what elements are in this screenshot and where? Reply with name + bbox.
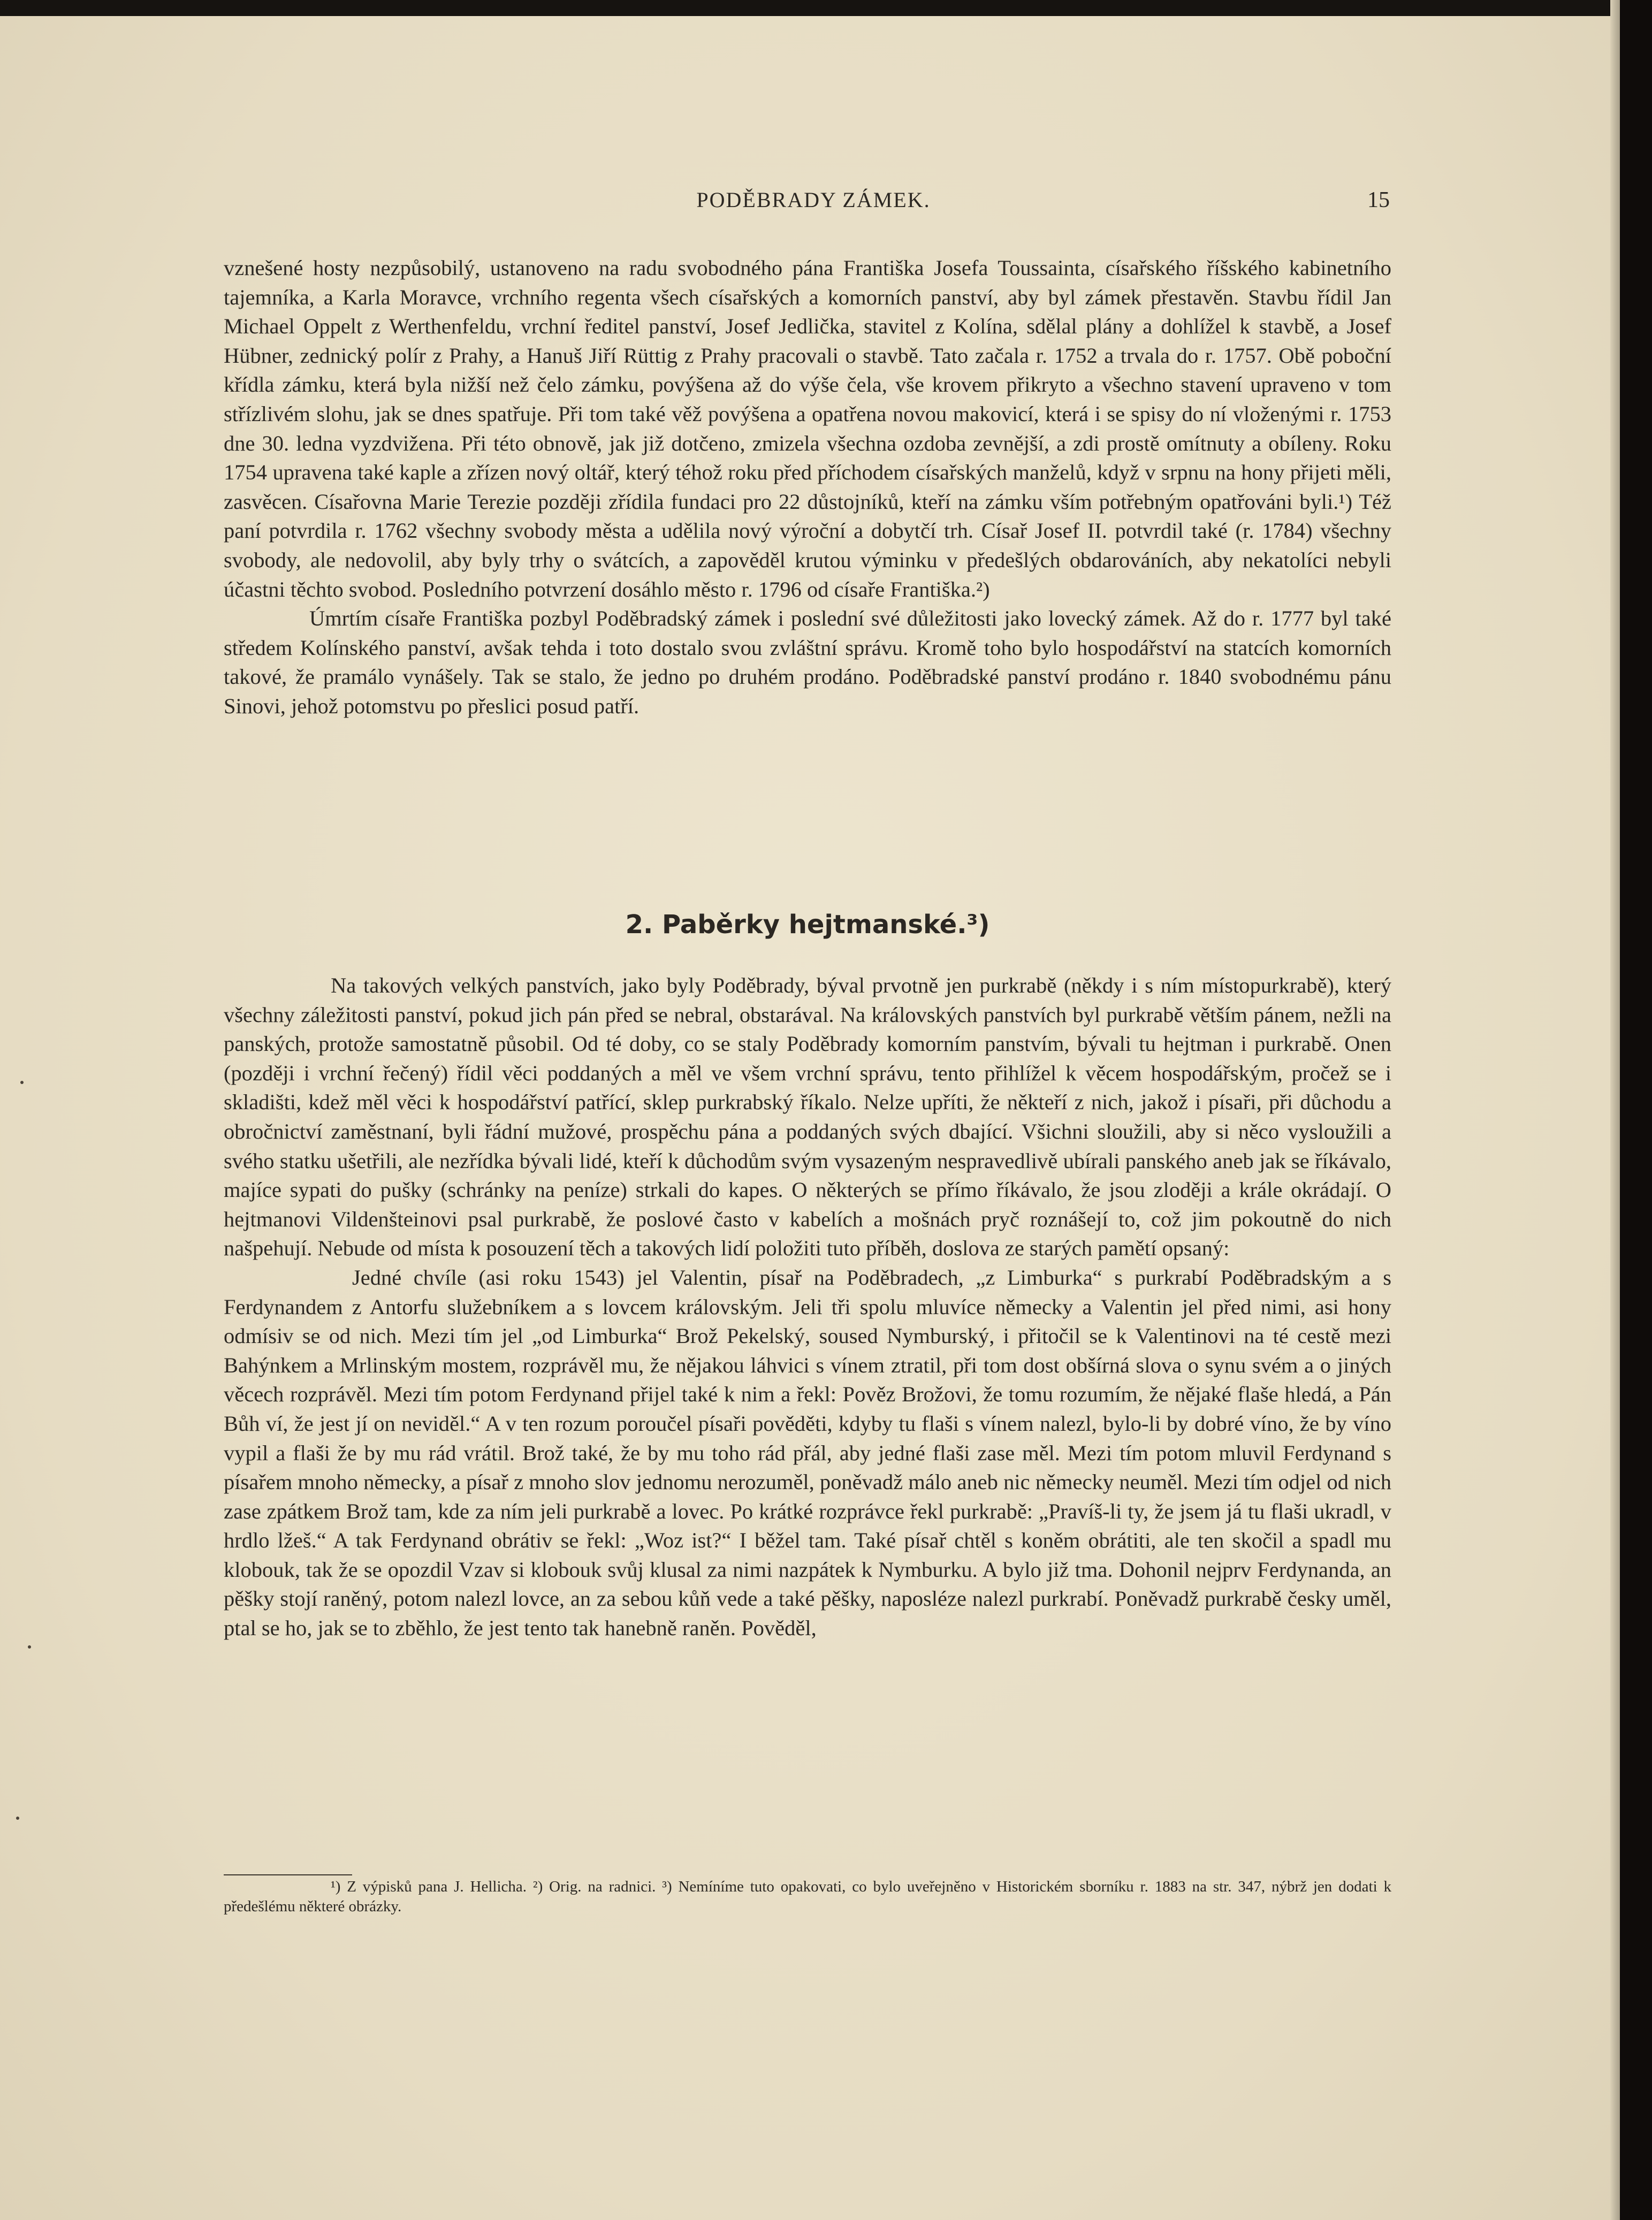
section-heading: 2. Paběrky hejtmanské.³) (625, 910, 990, 940)
body-text-block-b (224, 971, 1391, 1643)
footnote-divider (224, 1874, 352, 1875)
scan-speck (20, 1081, 24, 1084)
scan-border-top (0, 0, 1652, 16)
page-edge-shadow (1610, 0, 1620, 2220)
body-text-block-a (224, 254, 1391, 721)
page-number: 15 (1367, 188, 1390, 212)
footnote-text: ¹) Z výpisků pana J. Hellicha. ²) Orig. na radnici. ³) Nemíníme tuto opakovati, co bylo uveřejněno v Historickém sborníku r. 1883 na str. 347, nýbrž jen dodati k předešlému některé obrázky. (224, 1878, 1391, 1915)
paragraph: Jedné chvíle (asi roku 1543) jel Valentin, písař na Poděbradech, „z Limburka“ s purkrabí Poděbradským a s Ferdynandem z Antorfu služebníkem a s lovcem královským. Jeli tři spolu mluvíce německy a Valentin jel před nimi, asi hony odmísiv se od nich. Mezi tím jel „od Limburka“ Brož Pekelský, soused Nymburský, i přitočil se k Valentinovi na té cestě mezi Bahýnkem a Mrlinským mostem, rozprávěl mu, že nějakou láhvici s vínem ztratil, při tom dost obšírná slova o synu svém a o jiných věcech rozprávěl. Mezi tím potom Ferdynand přijel také k nim a řekl: Pověz Brožovi, že tomu rozumím, že nějaké flaše hledá, a Pán Bůh ví, že jest jí on neviděl.“ A v ten rozum poroučel písaři pověděti, kdyby tu flaši s vínem nalezl, bylo-li by dobré víno, že by víno vypil a flaši že by mu rád vrátil. Brož také, že by mu toho rád přál, aby jedné flaši zase měl. Mezi tím potom mluvil Ferdynand s písařem mnoho německy, a písař z mnoho slov jednomu nerozuměl, poněvadž málo aneb nic německy neuměl. Mezi tím odjel od nich zase zpátkem Brož tam, kde za ním jeli purkrabě a lovec. Po krátké rozprávce řekl purkrabě: „Pravíš-li ty, že jsem já tu flaši ukradl, v hrdlo lžeš.“ A tak Ferdynand obrátiv se řekl: „Woz ist?“ I běžel tam. Také písař chtěl s koněm obrátiti, ale ten skočil a spadl mu klobouk, tak že se opozdil Vzav si klobouk svůj klusal za nimi nazpátek k Nymburku. A bylo již tma. Dohonil nejprv Ferdynanda, an pěšky stojí raněný, potom nalezl lovce, an za sebou kůň vede a také pěšky, naposléze nalezl purkrabí. Poněvadž purkrabě česky uměl, ptal se ho, jak se to zběhlo, že jest tento tak hanebně raněn. Pověděl, (224, 1265, 1391, 1641)
scan-speck (28, 1645, 31, 1649)
paragraph: Na takových velkých panstvích, jako byly Poděbrady, býval prvotně jen purkrabě (někdy i s ním místopurkrabě), který všechny záležitosti panství, pokud jich pán před se nebral, obstarával. Na královských panstvích byl purkrabě větším pánem, nežli na panských, protože samostatně působil. Od té doby, co se staly Poděbrady komorním panstvím, bývali tu hejtman i purkrabě. Onen (později i vrchní řečený) řídil věci poddaných a měl ve všem vrchní správu, tento přihlížel k věcem hospodářským, pročež se i skladišti, kdež měl věci k hospodářství patřící, sklep purkrabský říkalo. Nelze upříti, že někteří z nich, jakož i písaři, při důchodu a obročnictví zaměstnaní, byli řádní mužové, prospěchu pána a poddaných svých dbající. Všichni sloužili, aby si něco vysloužili a svého statku ušetřili, ale nezřídka bývali lidé, kteří k důchodům svým vysazeným nespravedlivě ubírali panského aneb jak se říkávalo, majíce sypati do pušky (schránky na peníze) strkali do kapes. O některých se přímo říkávalo, že jsou zloději a krále okrádají. O hejtmanovi Vildenšteinovi psal purkrabě, že poslové často v kabelích a mošnách pryč roznášejí to, což jim pokoutně do nich našpehují. Nebude od místa k posouzení těch a takových lidí položiti tuto příběh, doslova ze starých pamětí opsaný: (224, 973, 1391, 1261)
footnotes (224, 1877, 1391, 1917)
scan-speck (16, 1817, 19, 1820)
scan-border-right (1620, 0, 1652, 2220)
running-header-title: PODĚBRADY ZÁMEK. (696, 188, 931, 212)
paragraph: Úmrtím císaře Františka pozbyl Poděbradský zámek i poslední své důležitosti jako lovecký zámek. Až do r. 1777 byl také středem Kolínského panství, avšak tehda i toto dostalo svou zvláštní správu. Kromě toho bylo hospodářství na statcích komorních takové, že pramálo vynášely. Tak se stalo, že jedno po druhém prodáno. Poděbradské panství prodáno r. 1840 svobodnému pánu Sinovi, jehož potomstvu po přeslici posud patří. (224, 606, 1391, 718)
paragraph: vznešené hosty nezpůsobilý, ustanoveno na radu svobodného pána Františka Josefa Toussainta, císařského říšského kabinetního tajemníka, a Karla Moravce, vrchního regenta všech císařských a komorních panství, aby byl zámek přestavěn. Stavbu řídil Jan Michael Oppelt z Werthenfeldu, vrchní ředitel panství, Josef Jedlička, stavitel z Kolína, sdělal plány a dohlížel k stavbě, a Josef Hübner, zednický polír z Prahy, a Hanuš Jiří Rüttig z Prahy pracovali o stavbě. Tato začala r. 1752 a trvala do r. 1757. Obě poboční křídla zámku, která byla nižší než čelo zámku, povýšena až do výše čela, vše krovem přikryto a všechno stavení upraveno v tom střízlivém slohu, jak se dnes spatřuje. Při tom také věž povýšena a opatřena novou makovicí, která i se spisy do ní vloženými r. 1753 dne 30. ledna vyzdvižena. Při této obnově, jak již dotčeno, zmizela všechna ozdoba zevnější, a zdi prostě omítnuty a obíleny. Roku 1754 upravena také kaple a zřízen nový oltář, který téhož roku před příchodem císařských manželů, když v srpnu na hony přijeti měli, zasvěcen. Císařovna Marie Terezie později zřídila fundaci pro 22 důstojníků, kteří na zámku vším potřebným opatřováni byli.¹) Též paní potvrdila r. 1762 všechny svobody města a udělila nový výroční a dobytčí trh. Císař Josef II. potvrdil také (r. 1784) všechny svobody, ale nedovolil, aby byly trhy o svátcích, a zapověděl krutou výminku v předešlých obdarováních, aby nekatolíci nebyli účastni těchto svobod. Posledního potvrzení dosáhlo město r. 1796 od císaře Františka.²) (224, 256, 1391, 601)
